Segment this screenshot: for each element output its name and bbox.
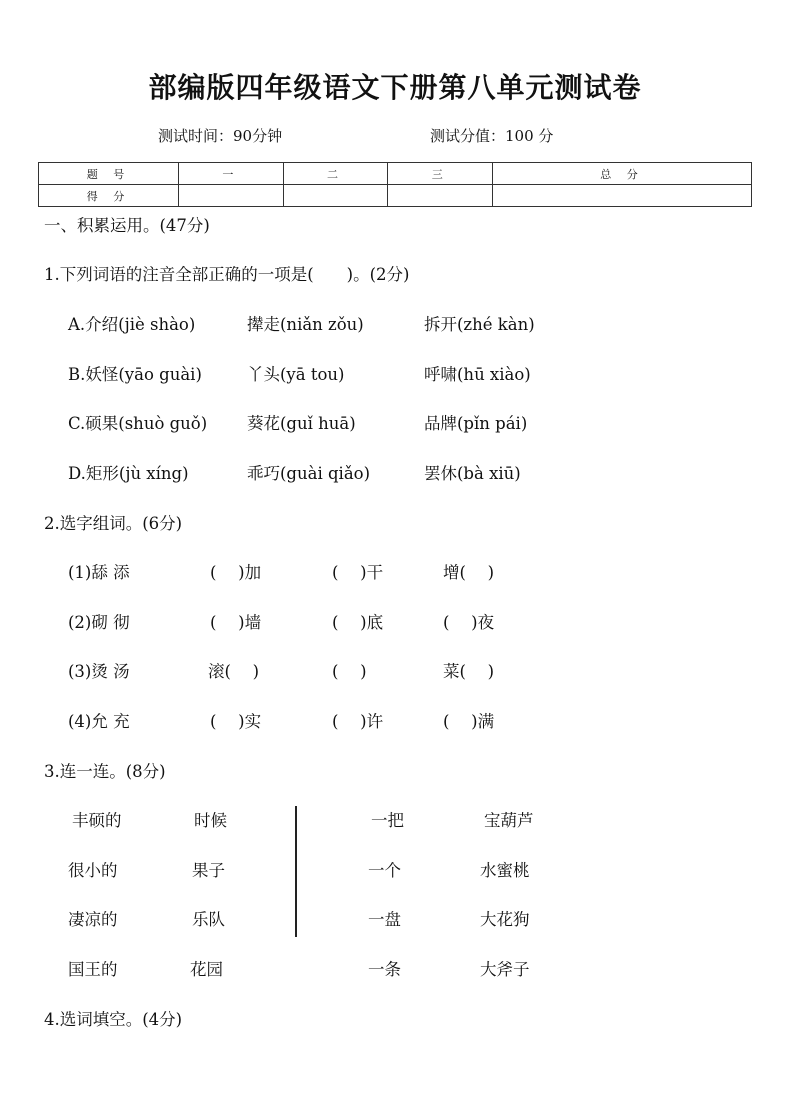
q2-blank: ( ) [332,662,367,681]
q2-blank: ( )墙 [210,613,262,632]
q1-option-b: B.妖怪(yāo guài) [68,365,202,384]
question-4-stem: 4.选词填空。(4分) [44,1010,183,1029]
q2-row-1-chars: (1)舔 添 [68,563,130,582]
test-score: 测试分值：100 分 [430,127,554,145]
q2-row-4-chars: (4)允 充 [68,712,130,731]
page-title: 部编版四年级语文下册第八单元测试卷 [148,71,642,104]
q3-right-noun: 水蜜桃 [480,861,530,880]
q3-left-adjective: 很小的 [68,861,118,880]
q1-option-a-word2: 撵走(niǎn zǒu) [247,315,364,334]
question-1-stem: 1.下列词语的注音全部正确的一项是( )。(2分) [44,265,410,284]
q1-option-d-word2: 乖巧(guài qiǎo) [247,464,371,483]
q3-left-noun: 乐队 [192,910,225,929]
q1-option-a: A.介绍(jiè shào) [68,315,196,334]
score-table-header-cell: 总 分 [493,163,752,185]
q3-right-measure: 一个 [368,861,401,880]
q1-option-c-word3: 品牌(pǐn pái) [424,414,528,433]
section-heading: 一、积累运用。(47分) [44,216,210,235]
q2-blank: 滚( ) [208,662,260,681]
q2-blank: ( )实 [210,712,262,731]
q3-right-measure: 一条 [368,960,401,979]
q1-option-b-word2: 丫头(yā tou) [247,365,345,384]
q2-blank: ( )许 [332,712,384,731]
score-table-row-label: 得 分 [39,185,179,207]
q1-option-d: D.矩形(jù xíng) [68,464,189,483]
q3-left-noun: 果子 [192,861,225,880]
q3-right-measure: 一把 [371,811,404,830]
score-table-header-cell: 二 [283,163,388,185]
q2-blank: ( )干 [332,563,384,582]
q2-blank: ( )底 [332,613,384,632]
q2-blank: 增( ) [443,563,495,582]
q3-left-noun: 时候 [194,811,227,830]
score-cell [493,185,752,207]
score-table-header-cell: 三 [388,163,493,185]
q3-right-noun: 大花狗 [480,910,530,929]
score-cell [283,185,388,207]
test-time: 测试时间：90分钟 [158,127,283,145]
question-2-stem: 2.选字组词。(6分) [44,514,183,533]
q2-blank: 菜( ) [443,662,495,681]
score-table-header-cell: 一 [179,163,284,185]
q2-row-2-chars: (2)砌 彻 [68,613,130,632]
q2-blank: ( )夜 [443,613,495,632]
q3-left-adjective: 丰硕的 [72,811,122,830]
q3-right-noun: 宝葫芦 [484,811,534,830]
q3-right-measure: 一盘 [368,910,401,929]
q1-option-b-word3: 呼啸(hū xiào) [424,365,531,384]
score-table-header-cell: 题 号 [39,163,179,185]
score-cell [388,185,493,207]
score-table [38,162,752,207]
score-cell [179,185,284,207]
q1-option-d-word3: 罢休(bà xiū) [424,464,521,483]
q3-left-adjective: 国王的 [68,960,118,979]
q2-blank: ( )加 [210,563,262,582]
q1-option-a-word3: 拆开(zhé kàn) [424,315,535,334]
divider-line [295,806,297,937]
q3-left-adjective: 凄凉的 [68,910,118,929]
score-table-header-row [39,163,752,185]
q3-right-noun: 大斧子 [480,960,530,979]
q2-row-3-chars: (3)烫 汤 [68,662,130,681]
q2-blank: ( )满 [443,712,495,731]
q1-option-c-word2: 葵花(guǐ huā) [247,414,356,433]
q3-left-noun: 花园 [190,960,223,979]
q1-option-c: C.硕果(shuò guǒ) [68,414,208,433]
score-table-score-row [39,185,752,207]
question-3-stem: 3.连一连。(8分) [44,762,166,781]
